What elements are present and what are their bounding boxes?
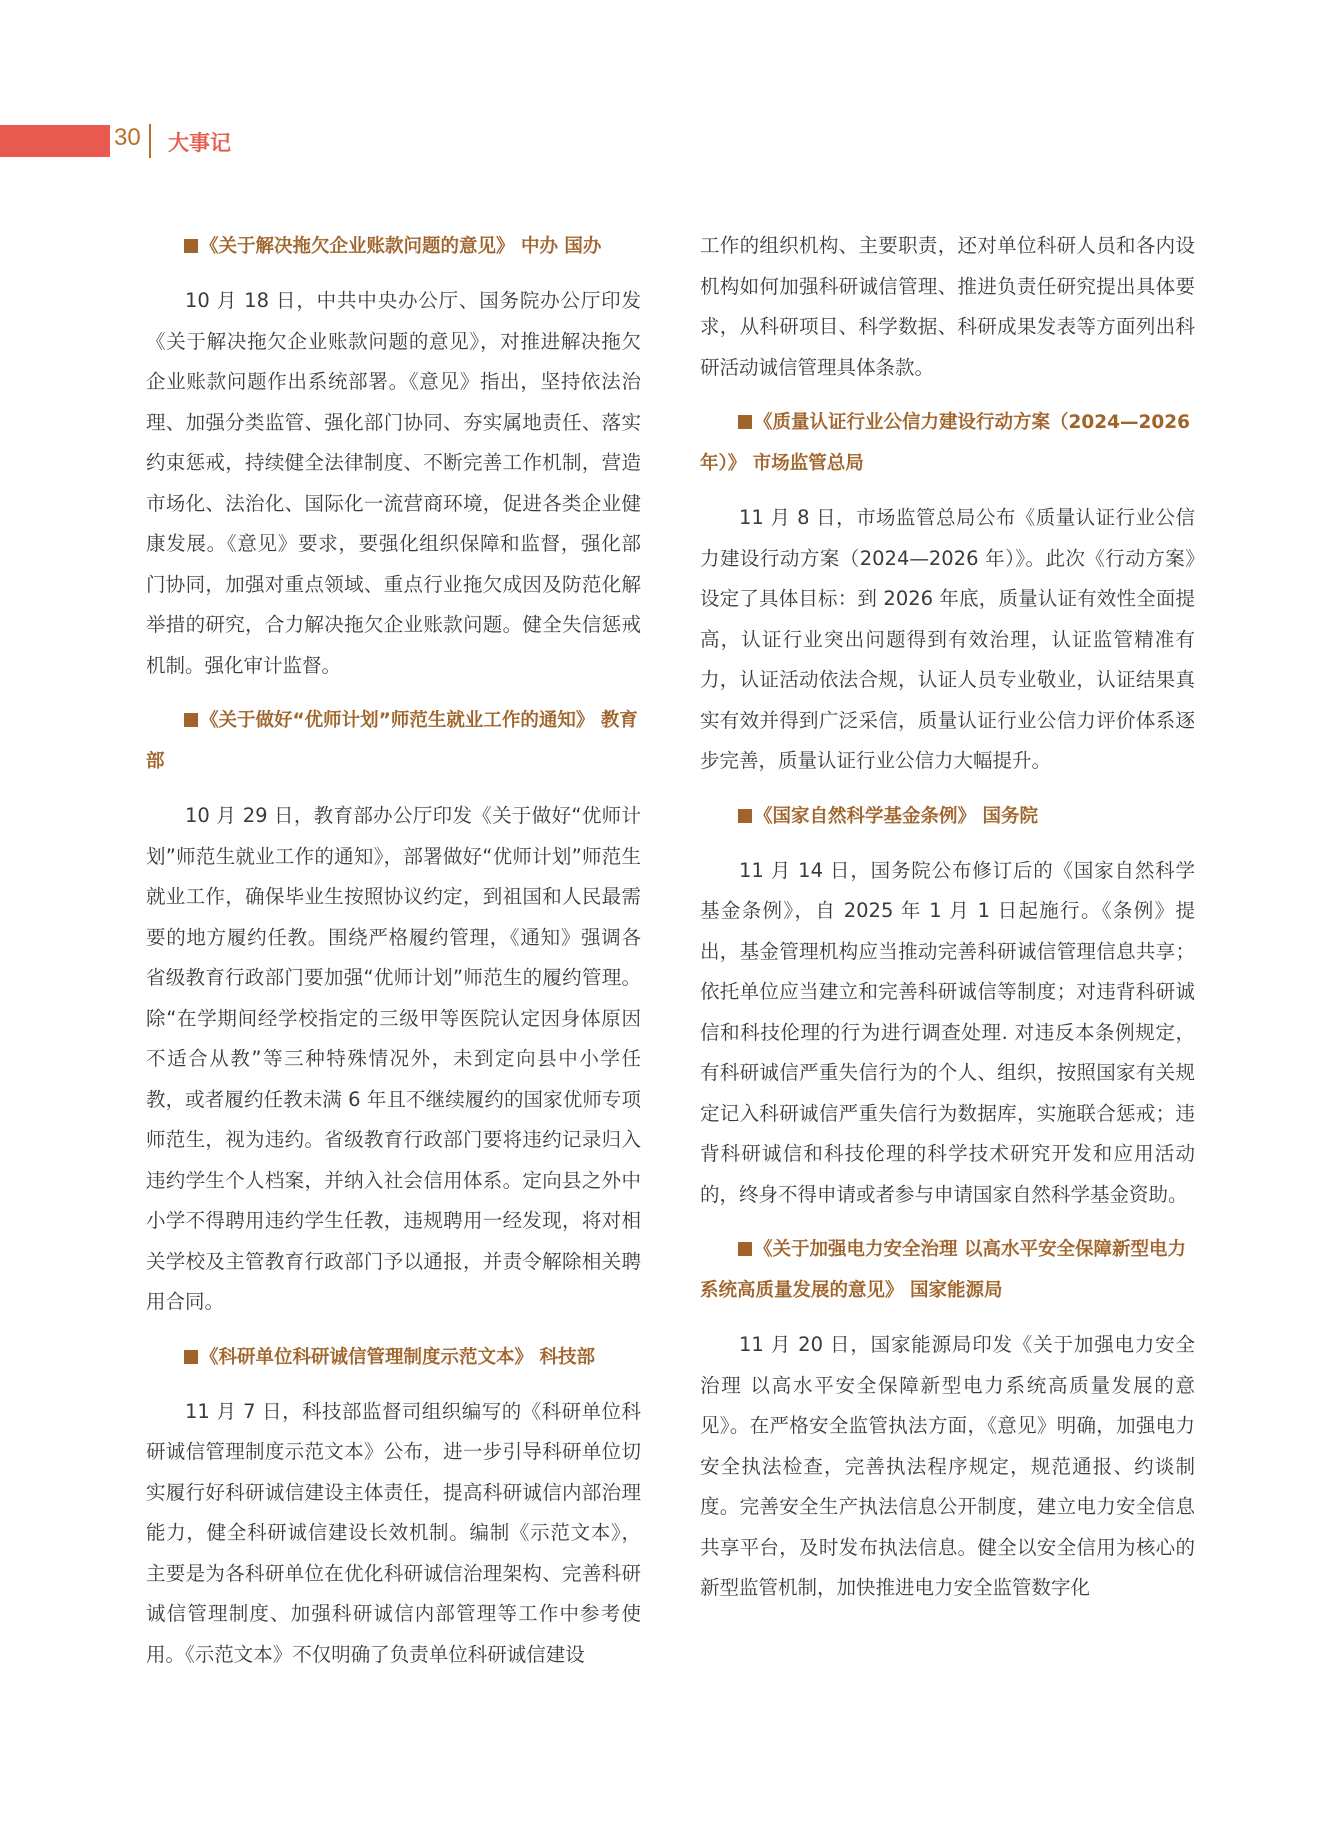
article-heading: 《关于做好“优师计划”师范生就业工作的通知》 教育部: [146, 710, 638, 772]
square-bullet-icon: [738, 809, 752, 823]
article-body: 11 月 8 日，市场监管总局公布《质量认证行业公信力建设行动方案（2024—2026 年）》。此次《行动方案》设定了具体目标：到 2026 年底，质量认证有效性全面提高，认证行业突出问题得到有效治理，认证监管精准有力，认证活动依法合规，认证人员专业敬业，认证结果真实有效并得到广泛采信，质量认证行业公信力评价体系逐步完善，质量认证行业公信力大幅提升。: [700, 506, 1195, 772]
article-body: 10 月 29 日，教育部办公厅印发《关于做好“优师计划”师范生就业工作的通知》，部署做好“优师计划”师范生就业工作，确保毕业生按照协议约定，到祖国和人民最需要的地方履约任教。围绕严格履约管理，《通知》强调各省级教育行政部门要加强“优师计划”师范生的履约管理。除“在学期间经学校指定的三级甲等医院认定因身体原因不适合从教”等三种特殊情况外，未到定向县中小学任教，或者履约任教未满 6 年且不继续履约的国家优师专项师范生，视为违约。省级教育行政部门要将违约记录归入违约学生个人档案，并纳入社会信用体系。定向县之外中小学不得聘用违约学生任教，违规聘用一经发现，将对相关学校及主管教育行政部门予以通报，并责令解除相关聘用合同。: [146, 804, 641, 1313]
article-block: [700, 796, 1195, 1216]
article-block: [146, 226, 641, 686]
left-column: [146, 226, 641, 1689]
article-heading: 《国家自然科学基金条例》 国务院: [700, 796, 1195, 837]
article-block: [700, 1229, 1195, 1609]
square-bullet-icon: [738, 415, 752, 429]
section-title: 大事记: [168, 131, 231, 155]
right-column: [700, 226, 1195, 1623]
article-block: [146, 1337, 641, 1676]
article-heading: 《关于加强电力安全治理 以高水平安全保障新型电力系统高质量发展的意见》 国家能源局: [700, 1239, 1186, 1301]
article-block: [146, 700, 641, 1323]
header-accent-bar: [0, 125, 110, 157]
article-body: 11 月 7 日，科技部监督司组织编写的《科研单位科研诚信管理制度示范文本》公布，进一步引导科研单位切实履行好科研诚信建设主体责任，提高科研诚信内部治理能力，健全科研诚信建设长效机制。编制《示范文本》，主要是为各科研单位在优化科研诚信治理架构、完善科研诚信管理制度、加强科研诚信内部管理等工作中参考使用。《示范文本》不仅明确了负责单位科研诚信建设: [146, 1399, 641, 1666]
article-heading: 《科研单位科研诚信管理制度示范文本》 科技部: [146, 1337, 641, 1378]
square-bullet-icon: [738, 1242, 752, 1256]
article-body: 10 月 18 日，中共中央办公厅、国务院办公厅印发《关于解决拖欠企业账款问题的意见》，对推进解决拖欠企业账款问题作出系统部署。《意见》指出，坚持依法治理、加强分类监管、强化部门协同、夯实属地责任、落实约束惩戒，持续健全法律制度、不断完善工作机制，营造市场化、法治化、国际化一流营商环境，促进各类企业健康发展。《意见》要求，要强化组织保障和监督，强化部门协同，加强对重点领域、重点行业拖欠成因及防范化解举措的研究，合力解决拖欠企业账款问题。健全失信惩戒机制。强化审计监督。: [146, 289, 641, 677]
square-bullet-icon: [184, 1350, 198, 1364]
article-heading: 《质量认证行业公信力建设行动方案（2024—2026 年）》 市场监管总局: [700, 412, 1190, 474]
article-heading: 《关于解决拖欠企业账款问题的意见》 中办 国办: [146, 226, 641, 267]
article-body: 11 月 14 日，国务院公布修订后的《国家自然科学基金条例》，自 2025 年 1 月 1 日起施行。《条例》提出，基金管理机构应当推动完善科研诚信管理信息共享；依托单位应当建立和完善科研诚信等制度；对违背科研诚信和科技伦理的行为进行调查处理. 对违反本条例规定，有科研诚信严重失信行为的个人、组织，按照国家有关规定记入科研诚信严重失信行为数据库，实施联合惩戒；违背科研诚信和科技伦理的科学技术研究开发和应用活动的，终身不得申请或者参与申请国家自然科学基金资助。: [700, 858, 1195, 1206]
header-divider: [149, 124, 151, 158]
square-bullet-icon: [184, 239, 198, 253]
article-body: 工作的组织机构、主要职责，还对单位科研人员和各内设机构如何加强科研诚信管理、推进负责任研究提出具体要求，从科研项目、科学数据、科研成果发表等方面列出科研活动诚信管理具体条款。: [700, 234, 1195, 379]
article-block: [700, 402, 1195, 782]
article-body: 11 月 20 日，国家能源局印发《关于加强电力安全治理 以高水平安全保障新型电力系统高质量发展的意见》。在严格安全监管执法方面，《意见》明确，加强电力安全执法检查，完善执法程序规定，规范通报、约谈制度。完善安全生产执法信息公开制度，建立电力安全信息共享平台，及时发布执法信息。健全以安全信用为核心的新型监管机制，加快推进电力安全监管数字化: [700, 1333, 1195, 1599]
square-bullet-icon: [184, 713, 198, 727]
page-number: 30: [114, 124, 141, 151]
article-continuation: [700, 226, 1195, 388]
